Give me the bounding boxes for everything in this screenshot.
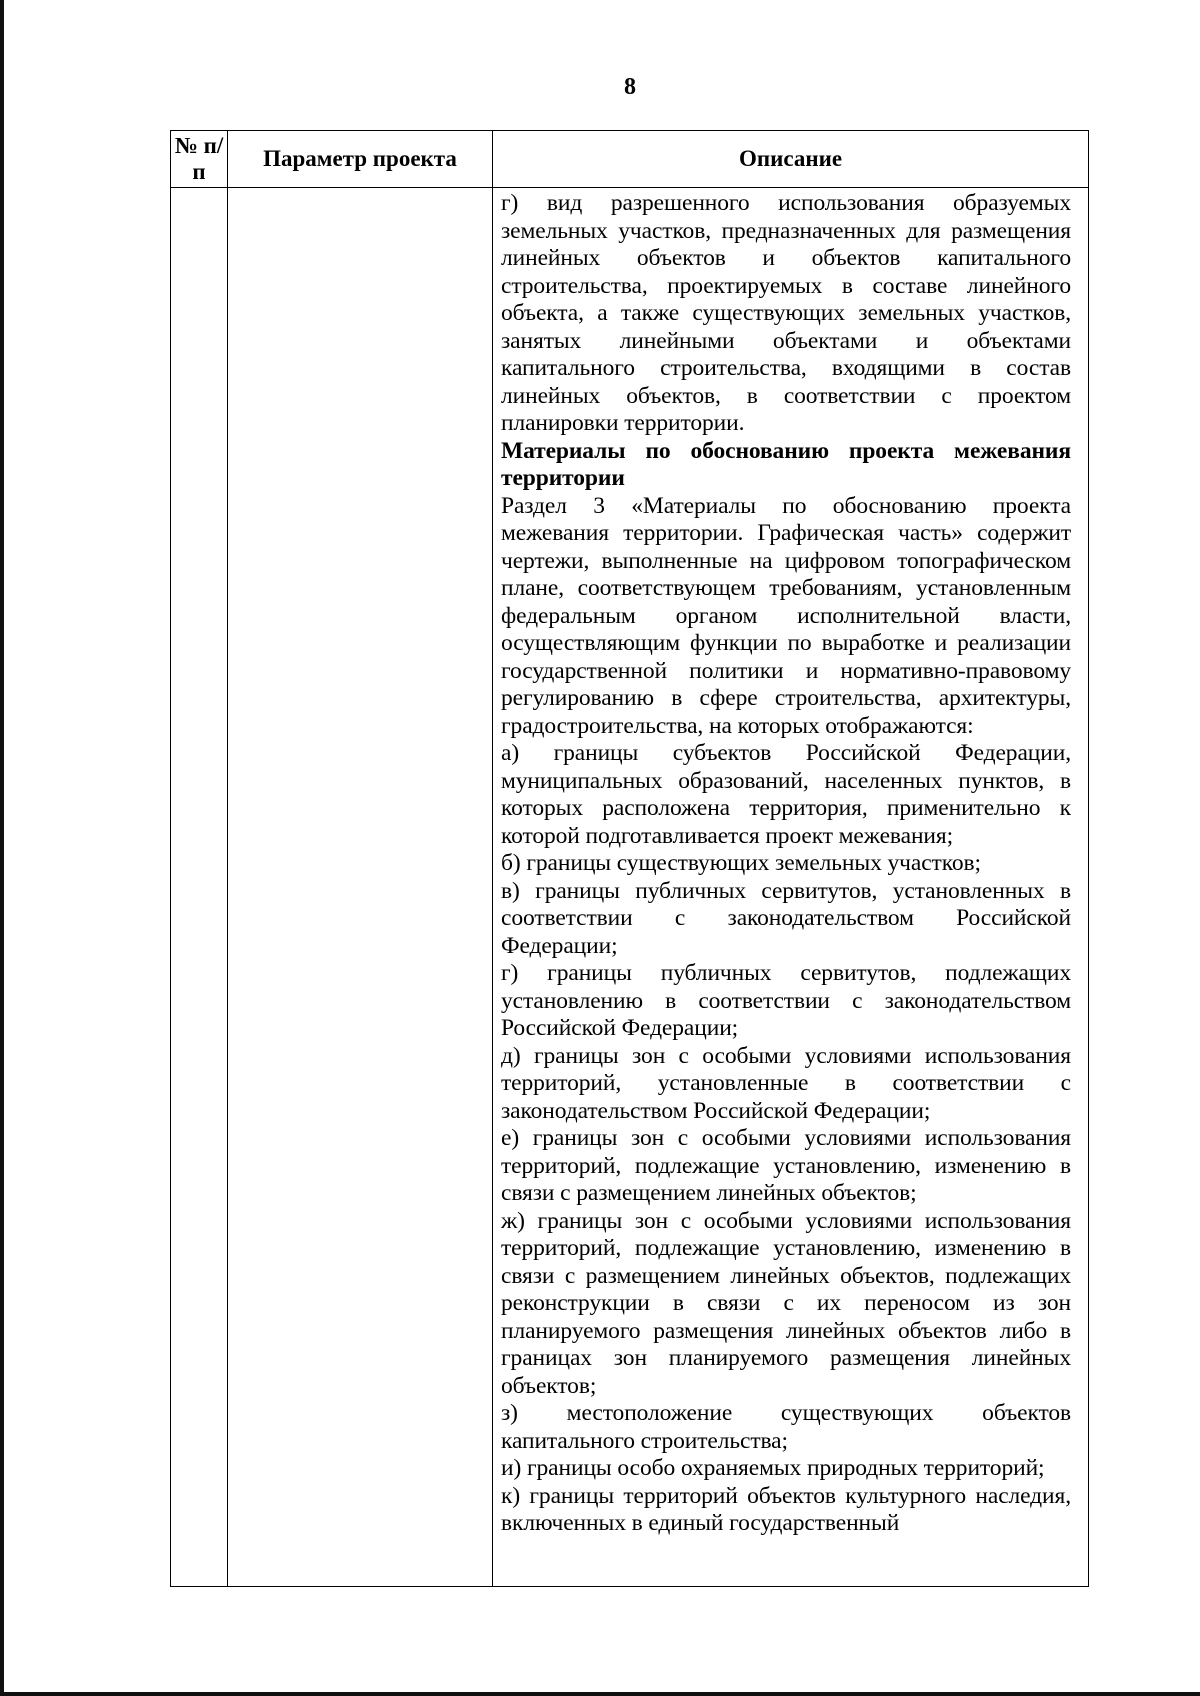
section-heading: Материалы по обоснованию проекта межевания территории bbox=[501, 437, 1071, 491]
document-table bbox=[170, 130, 1089, 1587]
cell-description bbox=[493, 188, 1089, 1587]
list-item-g: г) границы публичных сервитутов, подлежащих установлению в соответствии с законодательством Российской Федерации; bbox=[501, 960, 1071, 1041]
paragraph-land-use: г) вид разрешенного использования образуемых земельных участков, предназначенных для размещения линейных объектов и объектов капитального строительства, проектируемых в составе линейного объекта, а также существующих земельных участков, занятых линейными объектами и объектами капитального строительства, входящими в состав линейных объектов, в соответствии с проектом планировки территории. bbox=[501, 190, 1071, 436]
paragraph-section-3: Раздел 3 «Материалы по обоснованию проекта межевания территории. Графическая часть» содержит чертежи, выполненные на цифровом топографическом плане, соответствующем требованиям, установленным федеральным органом исполнительной власти, осуществляющим функции по выработке и реализации государственной политики и нормативно-правовому регулированию в сфере строительства, архитектуры, градостроительства, на которых отображаются: bbox=[501, 492, 1071, 739]
list-item-b: б) границы существующих земельных участков; bbox=[501, 850, 981, 876]
list-item-zh: ж) границы зон с особыми условиями использования территорий, подлежащие установлению, изменению в связи с размещением линейных объектов, подлежащих реконструкции в связи с их переносом из зон планируемого размещения линейных объектов либо в границах зон планируемого размещения линейных объектов; bbox=[501, 1207, 1071, 1399]
table-row bbox=[171, 188, 1089, 1587]
table-header-row bbox=[171, 131, 1089, 188]
list-item-i: и) границы особо охраняемых природных территорий; bbox=[501, 1455, 1045, 1481]
page-number: 8 bbox=[624, 74, 636, 100]
list-item-z: з) местоположение существующих объектов капитального строительства; bbox=[501, 1400, 1071, 1454]
header-parameter: Параметр проекта bbox=[228, 131, 493, 188]
list-item-d: д) границы зон с особыми условиями использования территорий, установленные в соответствии с законодательством Российской Федерации; bbox=[501, 1042, 1071, 1124]
list-item-e: е) границы зон с особыми условиями использования территорий, подлежащие установлению, изменению в связи с размещением линейных объектов; bbox=[501, 1125, 1071, 1206]
list-item-k: к) границы территорий объектов культурного наследия, включенных в единый государственный bbox=[501, 1482, 1071, 1536]
list-item-v: в) границы публичных сервитутов, установленных в соответствии с законодательством Российской Федерации; bbox=[501, 877, 1071, 959]
scan-edge-left bbox=[0, 0, 4, 1696]
cell-parameter bbox=[228, 188, 493, 1587]
header-num: № п/п bbox=[171, 131, 228, 188]
header-description: Описание bbox=[493, 131, 1089, 188]
list-item-a: а) границы субъектов Российской Федерации, муниципальных образований, населенных пунктов, в которых расположена территория, применительно к которой подготавливается проект межевания; bbox=[501, 740, 1071, 849]
scan-edge-bottom bbox=[0, 1692, 1200, 1696]
cell-num bbox=[171, 188, 228, 1587]
